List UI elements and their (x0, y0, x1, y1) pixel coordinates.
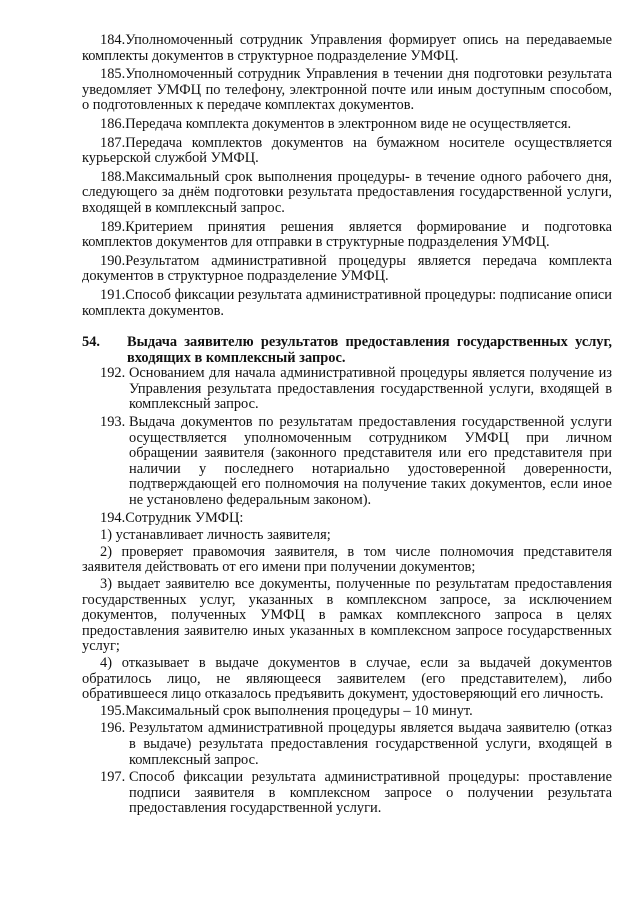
paragraph-number: 185. (100, 66, 126, 83)
section-title: Выдача заявителю результатов предоставления государственных услуг, входящих в комплексный запрос. (127, 334, 612, 366)
paragraph-194 (82, 511, 612, 527)
subitem-194-3: 3) выдает заявителю все документы, полученные по результатам предоставления государственных услуг, указанных в комплексном запросе, за исключением документов, полученных УМФЦ в рамках комплексного запроса в целях предоставления заявителю иных указанных в комплексном запросе государственных услуг; (82, 576, 612, 655)
paragraph-197 (82, 770, 612, 817)
paragraph-187 (82, 136, 612, 167)
paragraph-number: 195. (100, 702, 126, 719)
paragraph-196 (82, 721, 612, 768)
paragraph-text: Передача комплектов документов на бумажном носителе осуществляется курьерской службой УМФЦ. (82, 134, 612, 167)
paragraph-188 (82, 170, 612, 217)
paragraph-number: 190. (100, 252, 126, 269)
subitem-194-1: 1) устанавливает личность заявителя; (100, 527, 331, 544)
paragraph-186 (82, 117, 612, 133)
paragraph-number: 191. (100, 286, 126, 303)
paragraph-number: 192. (100, 365, 126, 382)
section-number: 54. (82, 334, 100, 351)
paragraph-195 (82, 704, 612, 720)
paragraph-text: Максимальный срок выполнения процедуры – 10 минут. (125, 702, 473, 719)
paragraph-184 (82, 33, 612, 64)
paragraph-text: Передача комплекта документов в электронном виде не осуществляется. (125, 115, 572, 132)
paragraph-text: Сотрудник УМФЦ: (125, 509, 244, 526)
paragraph-193 (82, 415, 612, 509)
paragraph-text: Критерием принятия решения является формирование и подготовка комплектов документов для отправки в структурные подразделения УМФЦ. (82, 218, 612, 251)
paragraph-number: 186. (100, 115, 126, 132)
paragraph-number: 193. (100, 414, 126, 431)
paragraph-number: 197. (100, 769, 126, 786)
paragraph-number: 188. (100, 168, 126, 185)
subitem-194-4: 4) отказывает в выдаче документов в случае, если за выдачей документов обратилось лицо, не являющееся заявителем (его представителем), либо обратившееся лицо отказалось предъявить документ, удостоверяющий его личность. (82, 654, 612, 703)
paragraph-text: Максимальный срок выполнения процедуры- в течение одного рабочего дня, следующего за днём подготовки результата предоставления государственной услуги, входящей в комплексный запрос. (82, 168, 612, 216)
paragraph-text: Уполномоченный сотрудник Управления в течении дня подготовки результата уведомляет УМФЦ по телефону, электронной почте или иным доступным способом, о подготовленных к передаче комплектах документов. (82, 66, 612, 114)
paragraph-189 (82, 220, 612, 251)
paragraph-number: 194. (100, 509, 126, 526)
paragraph-number: 184. (100, 32, 126, 48)
paragraph-text: Уполномоченный сотрудник Управления формирует опись на передаваемые комплекты документов в структурное подразделение УМФЦ. (82, 32, 612, 64)
paragraph-text: Результатом административной процедуры является выдача заявителю (отказ в выдаче) результата предоставления государственной услуги, входящей в комплексный запрос. (129, 720, 612, 768)
paragraph-number: 187. (100, 134, 126, 151)
paragraph-text: Способ фиксации результата административной процедуры: подписание описи комплекта документов. (82, 286, 612, 319)
paragraph-number: 189. (100, 218, 126, 235)
paragraph-190 (82, 254, 612, 285)
paragraph-text: Основанием для начала административной процедуры является получение из Управления результата предоставления государственной услуги, входящей в комплексный запрос. (129, 365, 612, 413)
paragraph-185 (82, 67, 612, 114)
paragraph-text: Способ фиксации результата административной процедуры: проставление подписи заявителя в комплексном запросе о получении результата предоставления государственной услуги. (129, 769, 612, 817)
paragraph-191 (82, 288, 612, 319)
paragraph-text: Результатом административной процедуры является передача комплекта документов в структурное подразделение УМФЦ. (82, 252, 612, 285)
paragraph-text: Выдача документов по результатам предоставления государственной услуги осуществляется уполномоченным сотрудником УМФЦ при личном обращении заявителя (законного представителя или его представителя при наличии у последнего нотариально удостоверенной доверенности, подтверждающей его полномочия на получение таких документов, если иное не установлено федеральным законом). (129, 414, 612, 509)
subitem-194-2: 2) проверяет правомочия заявителя, в том числе полномочия представителя заявителя действовать от его имени при получении документов; (82, 543, 612, 576)
paragraph-192 (82, 366, 612, 413)
section-heading (82, 335, 612, 366)
paragraph-number: 196. (100, 720, 126, 737)
